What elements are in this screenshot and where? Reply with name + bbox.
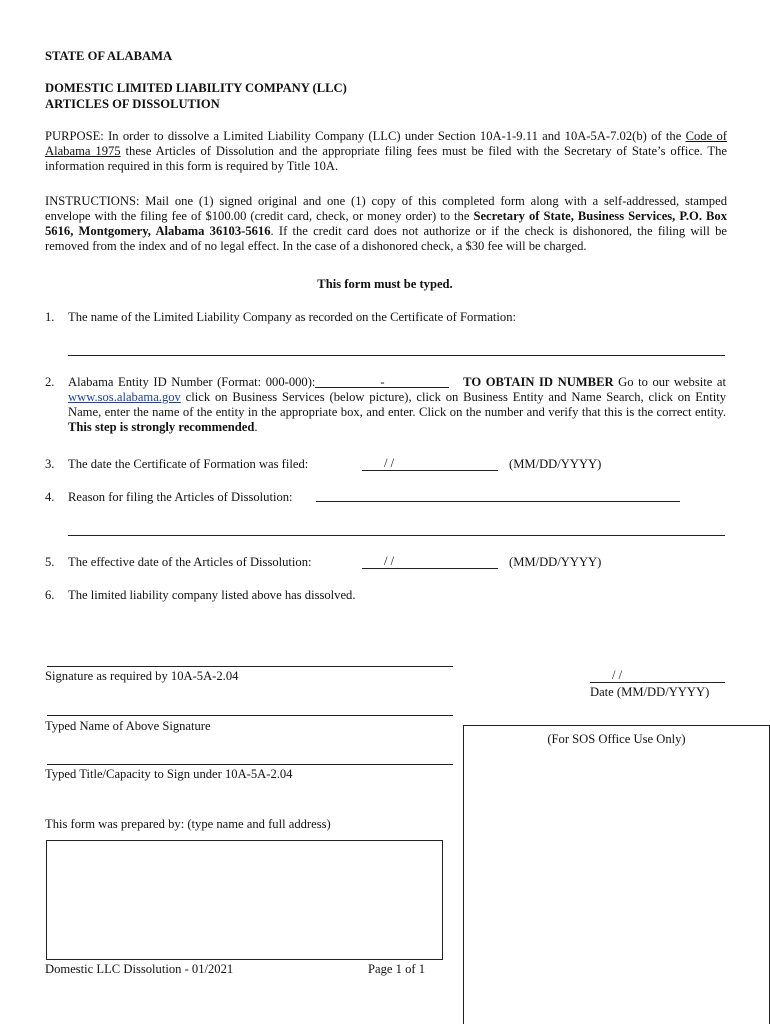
state-heading: STATE OF ALABAMA	[45, 49, 173, 63]
form-id-footer: Domestic LLC Dissolution - 01/2021	[45, 962, 234, 976]
office-use-label: (For SOS Office Use Only)	[547, 732, 686, 746]
item4-label: Reason for filing the Articles of Dissolution:	[68, 490, 293, 504]
item5-number: 5.	[45, 555, 55, 569]
item2-paragraph: Alabama Entity ID Number (Format: 000-000): - TO OBTAIN ID NUMBER Go to our website at www.sos.alabama.gov click on Business Services (below picture), click on Business Entity and Name Search, click on Entity Name, enter the name of the entity in the appropriate box, and enter. Click on the number and verify that this is the correct entity. This step is strongly recommended.	[68, 375, 726, 434]
signature-date-field[interactable]: / /	[590, 668, 725, 683]
purpose-paragraph: PURPOSE: In order to dissolve a Limited Liability Company (LLC) under Section 10A-1-9.11 and 10A-5A-7.02(b) of the Code of Alabama 1975 these Articles of Dissolution and the appropriate filing fees must be filed with the Secretary of State’s office. The information required in this form is required by Title 10A.	[45, 129, 727, 173]
office-use-box	[463, 725, 770, 1024]
form-title-line2: ARTICLES OF DISSOLUTION	[45, 97, 220, 111]
signature-date-label: Date (MM/DD/YYYY)	[590, 685, 710, 699]
code-of-alabama-reference: Code of Alabama 1975	[45, 129, 727, 158]
instructions-paragraph: INSTRUCTIONS: Mail one (1) signed original and one (1) copy of this completed form along with a self-addressed, stamped envelope with the filing fee of $100.00 (credit card, check, or money order) to the Secretary of State, Business Services, P.O. Box 5616, Montgomery, Alabama 36103-5616. If the credit card does not authorize or if the check is dishonored, the filing will be removed from the index and of no legal effect. In the case of a dishonored check, a $30 fee will be charged.	[45, 194, 728, 253]
reason-field-line2[interactable]	[68, 535, 725, 536]
effective-date-field[interactable]: / /	[362, 555, 498, 569]
item6-statement: The limited liability company listed above has dissolved.	[68, 588, 356, 602]
reason-field-line1[interactable]	[316, 501, 680, 502]
sos-website-link[interactable]: www.sos.alabama.gov	[68, 390, 181, 404]
item3-label: The date the Certificate of Formation was filed:	[68, 457, 309, 471]
item4-number: 4.	[45, 490, 55, 504]
item1-label: The name of the Limited Liability Company as recorded on the Certificate of Formation:	[68, 310, 516, 324]
signature-label: Signature as required by 10A-5A-2.04	[45, 669, 239, 683]
prepared-by-box[interactable]	[46, 840, 443, 960]
item3-date-format: (MM/DD/YYYY)	[509, 457, 602, 471]
mailing-address: Secretary of State, Business Services, P.O. Box 5616, Montgomery, Alabama 36103-5616	[45, 209, 727, 238]
formation-date-field[interactable]: / /	[362, 457, 498, 471]
signature-line[interactable]	[47, 666, 453, 667]
typed-notice: This form must be typed.	[317, 277, 453, 291]
item1-number: 1.	[45, 310, 55, 324]
page-number: Page 1 of 1	[368, 962, 426, 976]
item5-date-format: (MM/DD/YYYY)	[509, 555, 602, 569]
item3-number: 3.	[45, 457, 55, 471]
entity-id-field[interactable]: -	[315, 375, 449, 388]
typed-title-line[interactable]	[47, 764, 453, 765]
item5-label: The effective date of the Articles of Dissolution:	[68, 555, 312, 569]
item6-number: 6.	[45, 588, 55, 602]
typed-title-label: Typed Title/Capacity to Sign under 10A-5A-2.04	[45, 767, 293, 781]
prepared-by-label: This form was prepared by: (type name and full address)	[45, 817, 331, 831]
llc-name-field[interactable]	[68, 355, 725, 356]
typed-name-label: Typed Name of Above Signature	[45, 719, 211, 733]
form-title-line1: DOMESTIC LIMITED LIABILITY COMPANY (LLC)	[45, 81, 347, 95]
item2-number: 2.	[45, 375, 55, 389]
typed-name-line[interactable]	[47, 715, 453, 716]
